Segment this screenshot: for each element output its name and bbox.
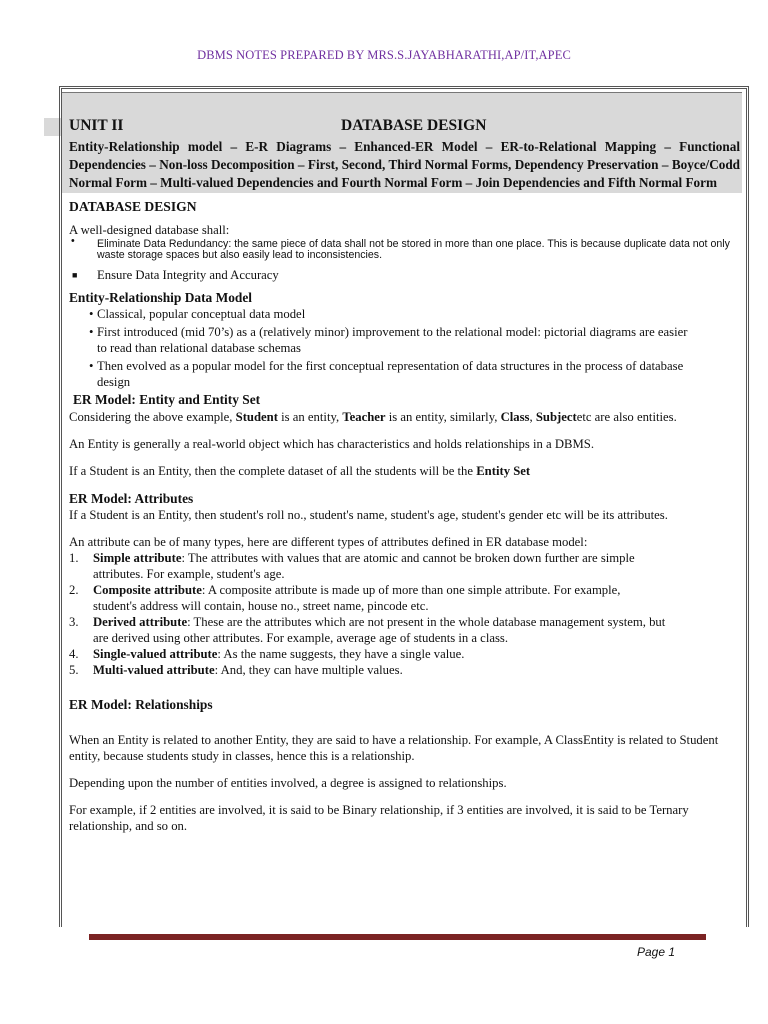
list-item: 1. Simple attribute: The attributes with values that are atomic and cannot be broken down further are simple attributes. For example, student's age. <box>69 550 635 581</box>
relationships-paragraph-3: For example, if 2 entities are involved, it is said to be Binary relationship, if 3 entities are involved, it is said to be Ternary relationship, and so on. <box>69 802 689 833</box>
attributes-paragraph-1: If a Student is an Entity, then student's roll no., student's name, student's age, student's gender etc will be its attributes. <box>69 507 668 522</box>
list-item-text: Classical, popular conceptual data model <box>97 306 306 321</box>
list-item: 3. Derived attribute: These are the attributes which are not present in the whole database management system, but are derived using other attributes. For example, average age of students in a class. <box>69 614 666 645</box>
list-item <box>69 234 737 262</box>
list-item <box>69 358 697 390</box>
bullet-icon: • <box>89 358 94 373</box>
list-item <box>69 306 740 322</box>
square-bullet-icon: ■ <box>72 269 78 280</box>
list-item-text: Then evolved as a popular model for the first conceptual representation of data structures in the process of database design <box>97 358 684 389</box>
bullet-icon: • <box>89 306 94 321</box>
relationships-paragraph-1: When an Entity is related to another Entity, they are said to have a relationship. For example, A ClassEntity is related to Student entity, because students study in classes, hence this is a relationship. <box>69 732 719 763</box>
list-item: 5. Multi-valued attribute: And, they can have multiple values. <box>69 662 403 677</box>
list-item: 2. Composite attribute: A composite attribute is made up of more than one simple attribute. For example, student's address will contain, house no., street name, pincode etc. <box>69 582 621 613</box>
page-content <box>69 118 740 834</box>
db-design-intro: A well-designed database shall: <box>69 222 230 237</box>
relationships-paragraph-2: Depending upon the number of entities involved, a degree is assigned to relationships. <box>69 775 507 790</box>
unit-title: DATABASE DESIGN <box>341 117 487 134</box>
list-item <box>69 267 740 283</box>
attribute-types-list <box>69 550 740 678</box>
section-heading-entity-set: ER Model: Entity and Entity Set <box>73 391 261 407</box>
section-heading-attributes: ER Model: Attributes <box>69 490 194 506</box>
list-item-text: Ensure Data Integrity and Accuracy <box>97 267 279 282</box>
section-heading-er-data-model: Entity-Relationship Data Model <box>69 289 253 305</box>
list-item <box>69 324 697 356</box>
document-header: DBMS NOTES PREPARED BY MRS.S.JAYABHARATHI,AP/IT,APEC <box>197 48 571 62</box>
entity-set-paragraph-3: If a Student is an Entity, then the complete dataset of all the students will be the Entity Set <box>69 463 531 478</box>
unit-syllabus: Entity-Relationship model – E-R Diagrams – Enhanced-ER Model – ER-to-Relational Mapping – Functional Dependencies – Non-loss Decomposition – First, Second, Third Normal Forms, Dependency Preservation – Boyce/Codd Normal Form – Multi-valued Dependencies and Fourth Normal Form – Join Dependencies and Fifth Normal Form <box>69 139 740 191</box>
footer-rule <box>89 934 706 940</box>
bullet-icon: • <box>89 324 94 339</box>
list-item-text: Eliminate Data Redundancy: the same piece of data shall not be stored in more than one place. This is because duplicate data not only waste storage spaces but also easily lead to inconsistencies. <box>97 237 730 262</box>
entity-set-paragraph-2: An Entity is generally a real-world object which has characteristics and holds relationships in a DBMS. <box>69 436 594 451</box>
unit-label: UNIT II <box>69 117 124 134</box>
list-item-text: First introduced (mid 70’s) as a (relatively minor) improvement to the relational model: pictorial diagrams are easier to read than relational database schemas <box>97 324 688 355</box>
bullet-icon: • <box>71 234 75 247</box>
page-number: Page 1 <box>637 945 676 959</box>
entity-set-paragraph-1: Considering the above example, Student is an entity, Teacher is an entity, similarly, Class, Subjectetc are also entities. <box>69 409 677 424</box>
section-heading-database-design: DATABASE DESIGN <box>69 198 197 214</box>
attributes-paragraph-2: An attribute can be of many types, here are different types of attributes defined in ER database model: <box>69 534 588 549</box>
section-heading-relationships: ER Model: Relationships <box>69 696 213 712</box>
unit-title-row <box>69 118 740 138</box>
list-item: 4. Single-valued attribute: As the name suggests, they have a single value. <box>69 646 465 661</box>
